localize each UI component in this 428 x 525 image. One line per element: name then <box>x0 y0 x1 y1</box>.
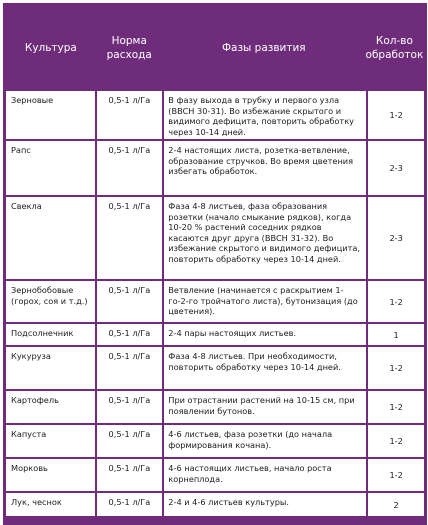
cell-count: 1-2 <box>368 425 424 457</box>
cell-culture: Зернобобовые (горох, соя и т.д.) <box>6 281 95 322</box>
cell-phase: 2-4 настоящих листа, розетка-ветвление, образование стручков. Во время цветения избегать обработок. <box>164 141 366 195</box>
header-phases: Фазы развития <box>221 42 306 54</box>
table-row <box>6 91 424 139</box>
cell-rate: 0,5-1 л/Га <box>97 391 163 423</box>
table-row <box>6 493 424 516</box>
table-row <box>6 197 424 279</box>
table-row <box>6 324 424 345</box>
table-row <box>6 347 424 389</box>
cell-phase: 2-4 пары настоящих листьев. <box>164 324 366 345</box>
cell-rate: 0,5-1 л/Га <box>97 425 163 457</box>
cell-culture: Кукуруза <box>6 347 95 389</box>
table-header <box>6 5 424 91</box>
table-row <box>6 425 424 457</box>
cell-count: 1-2 <box>368 391 424 423</box>
cell-culture: Капуста <box>6 425 95 457</box>
crop-treatment-table <box>3 3 427 525</box>
cell-culture: Свекла <box>6 197 95 279</box>
cell-rate: 0,5-1 л/Га <box>97 459 163 491</box>
cell-count: 1-2 <box>368 459 424 491</box>
cell-culture: Морковь <box>6 459 95 491</box>
cell-phase: При отрастании растений на 10-15 см, при появлении бутонов. <box>164 391 366 423</box>
cell-count: 1-2 <box>368 347 424 389</box>
cell-culture: Зерновые <box>6 91 95 139</box>
cell-culture: Рапс <box>6 141 95 195</box>
cell-rate: 0,5-1 л/Га <box>97 141 163 195</box>
cell-culture: Картофель <box>6 391 95 423</box>
cell-rate: 0,5-1 л/Га <box>97 281 163 322</box>
cell-culture: Подсолнечник <box>6 324 95 345</box>
header-rate: Норма расхода <box>106 35 152 61</box>
cell-count: 2-3 <box>368 141 424 195</box>
cell-count: 2 <box>368 493 424 516</box>
cell-rate: 0,5-1 л/Га <box>97 493 163 516</box>
header-culture: Культура <box>24 42 77 54</box>
cell-culture: Лук, чеснок <box>6 493 95 516</box>
table-body <box>6 91 424 516</box>
header-count: Кол-во обработок <box>365 35 424 61</box>
cell-count: 1 <box>368 324 424 345</box>
cell-phase: 4-6 настоящих листьев, начало роста корнеплода. <box>164 459 366 491</box>
cell-phase: Фаза 4-8 листьев. При необходимости, повторить обработку через 10-14 дней. <box>164 347 366 389</box>
cell-count: 1-2 <box>368 281 424 322</box>
table-row <box>6 391 424 423</box>
cell-rate: 0,5-1 л/Га <box>97 197 163 279</box>
cell-phase: В фазу выхода в трубку и первого узла (BBCH 30-31). Во избежание скрытого и видимого дефицита, повторить обработку через 10-14 дней. <box>164 91 366 139</box>
cell-rate: 0,5-1 л/Га <box>97 324 163 345</box>
cell-phase: Фаза 4-8 листьев, фаза образования розетки (начало смыкание рядков), когда 10-20 % растений соседних рядков касаются друг друга (BBCH 31-32). Во избежание скрытого и видимого дефицита, повторить обработку через 10-14 дней. <box>164 197 366 279</box>
cell-phase: Ветвление (начинается с раскрытием 1-го-2-го тройчатого листа), бутонизация (до цветения). <box>164 281 366 322</box>
cell-count: 2-3 <box>368 197 424 279</box>
cell-phase: 4-6 листьев, фаза розетки (до начала формирования кочана). <box>164 425 366 457</box>
cell-rate: 0,5-1 л/Га <box>97 91 163 139</box>
cell-phase: 2-4 и 4-6 листьев культуры. <box>164 493 366 516</box>
cell-rate: 0,5-1 л/Га <box>97 347 163 389</box>
table-row <box>6 281 424 322</box>
table-row <box>6 141 424 195</box>
table-row <box>6 459 424 491</box>
cell-count: 1-2 <box>368 91 424 139</box>
